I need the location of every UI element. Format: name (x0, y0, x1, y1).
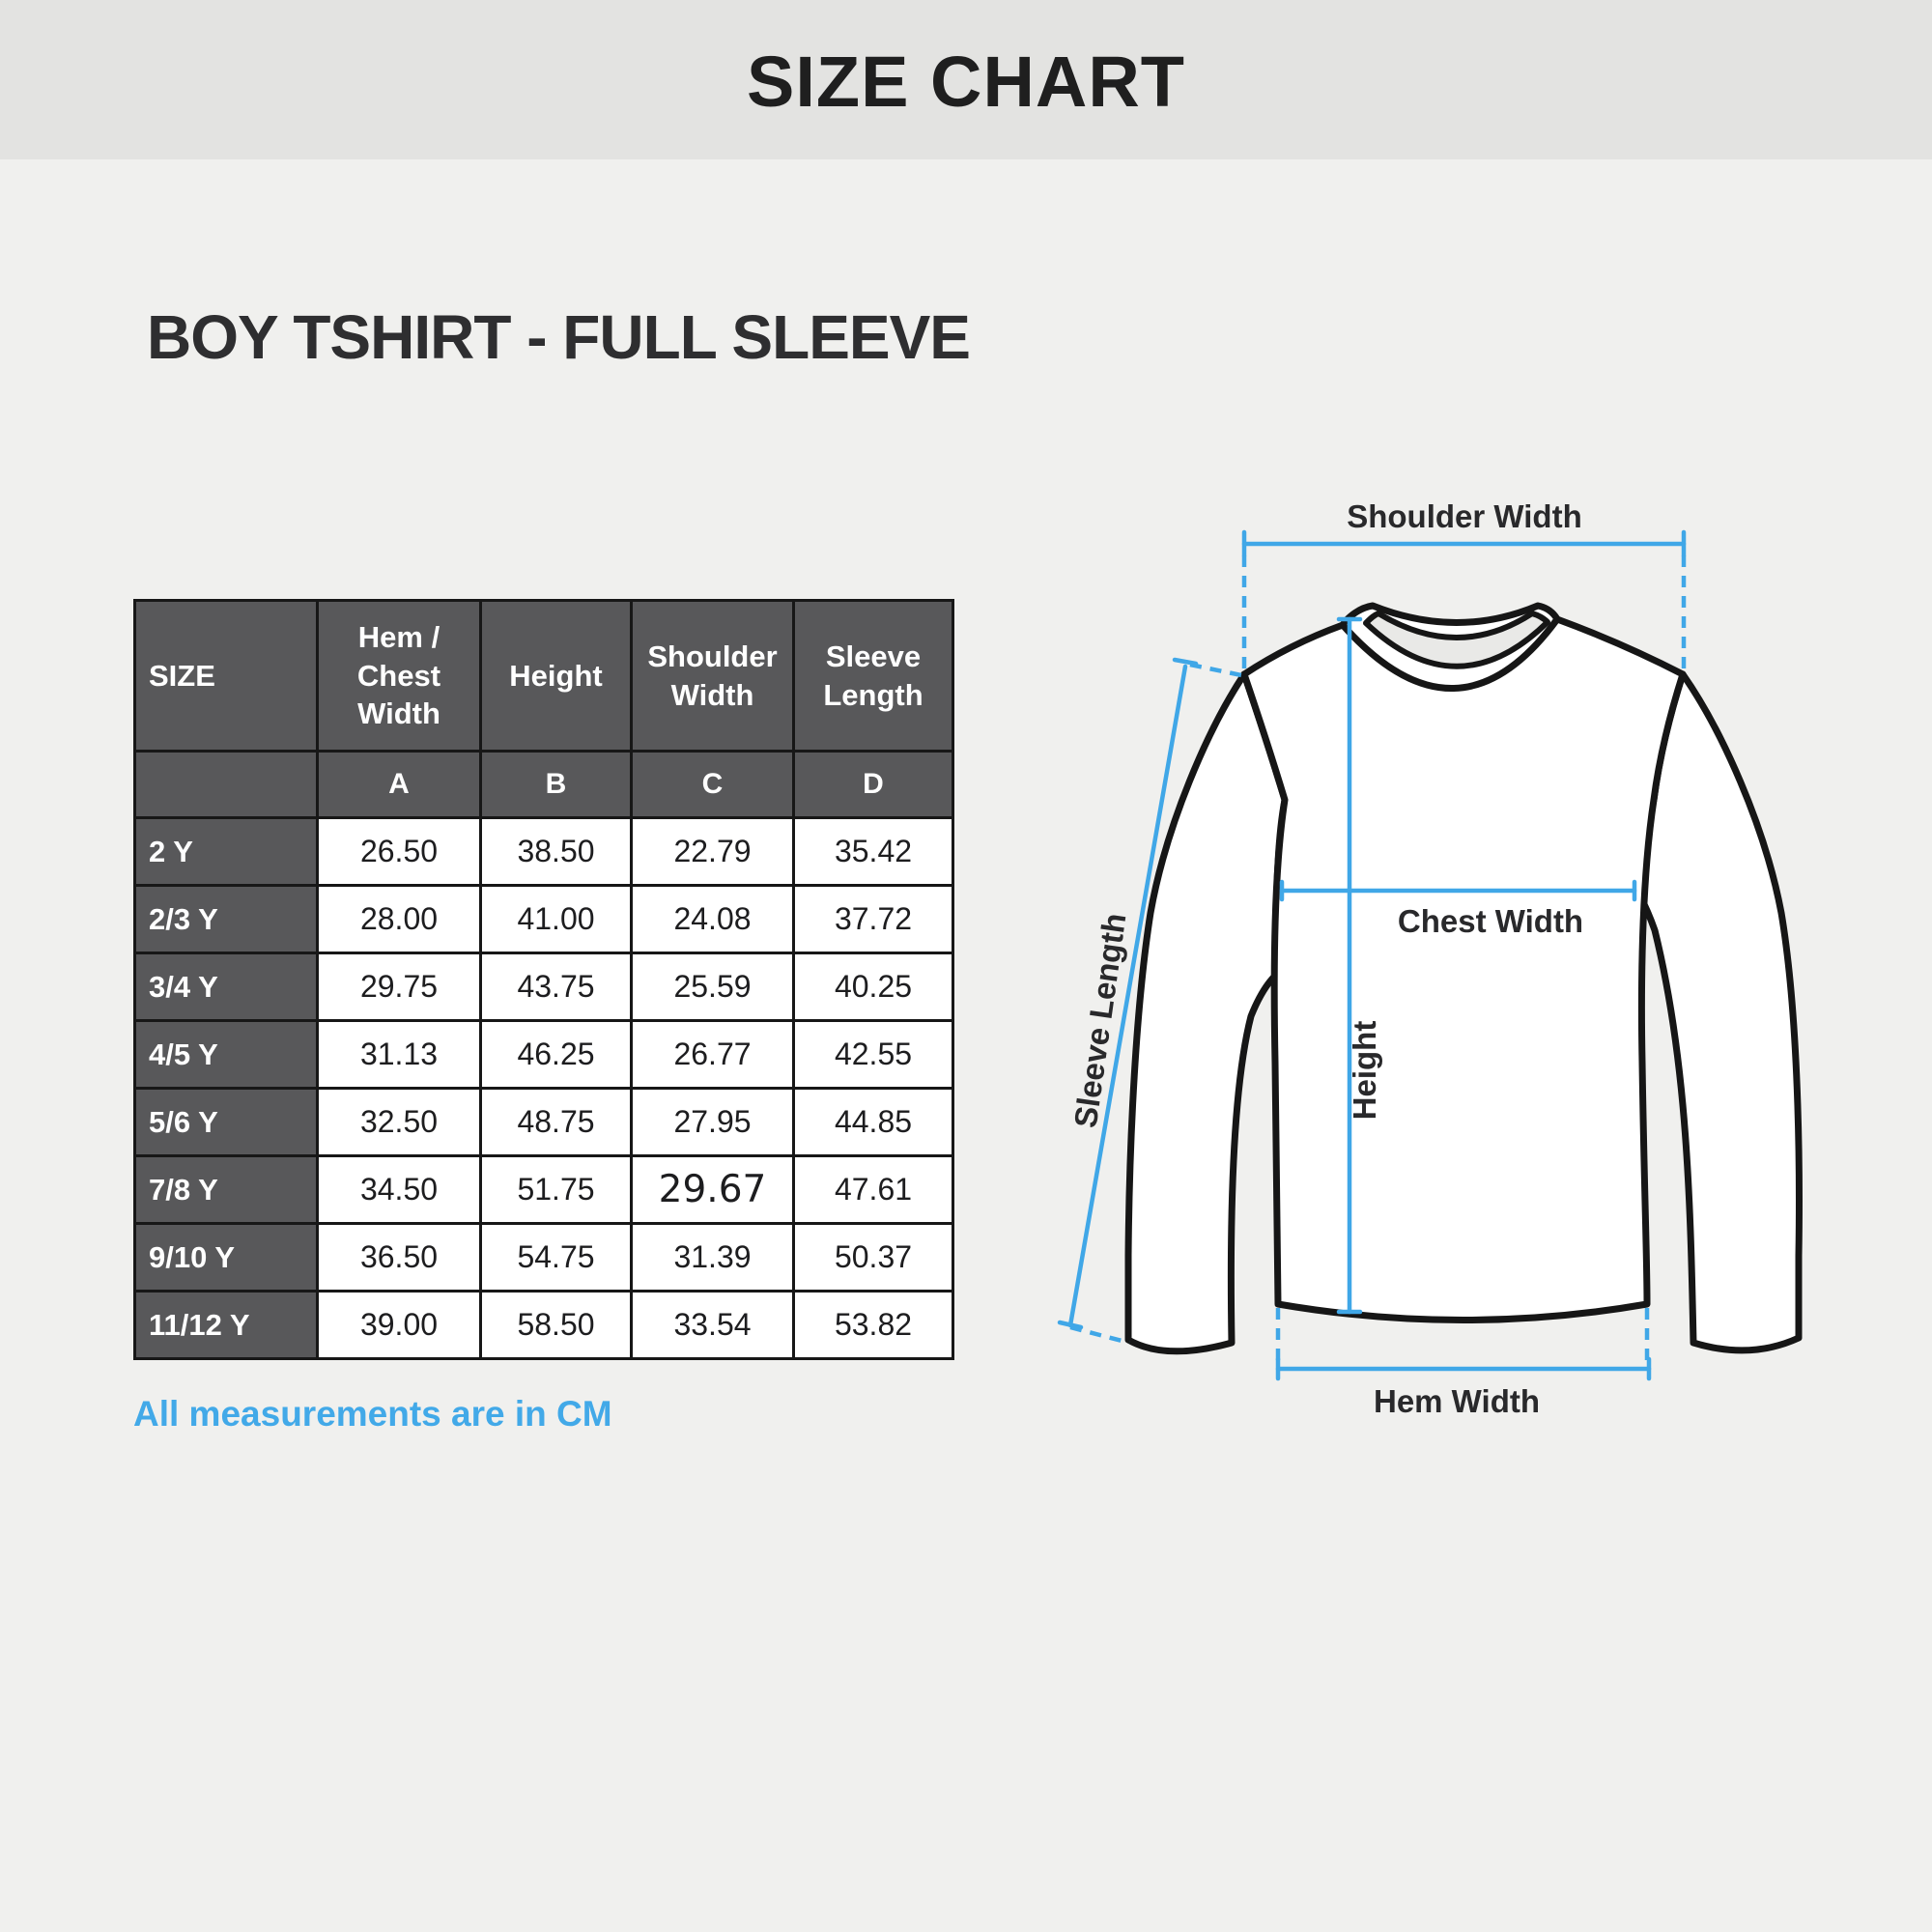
row-size-label: 4/5 Y (135, 1021, 318, 1089)
sleeve-length-extension-bottom (1070, 1327, 1129, 1343)
row-size-label: 2/3 Y (135, 886, 318, 953)
size-value-cell: 26.50 (318, 818, 481, 886)
row-size-label: 5/6 Y (135, 1089, 318, 1156)
size-value-cell: 31.13 (318, 1021, 481, 1089)
shoulder-width-label: Shoulder Width (1347, 498, 1582, 534)
page-title: SIZE CHART (747, 42, 1185, 122)
column-header-height: Height (481, 601, 632, 752)
size-value-cell: 35.42 (794, 818, 953, 886)
sleeve-length-label: Sleeve Length (1066, 911, 1133, 1130)
size-value-cell: 40.25 (794, 953, 953, 1021)
row-size-label: 11/12 Y (135, 1292, 318, 1359)
size-value-cell: 53.82 (794, 1292, 953, 1359)
row-size-label: 7/8 Y (135, 1156, 318, 1224)
sleeve-length-tick-bottom (1060, 1322, 1081, 1327)
sleeve-length-extension-top (1190, 665, 1246, 676)
product-title: BOY TSHIRT - FULL SLEEVE (147, 302, 970, 372)
size-value-cell: 48.75 (481, 1089, 632, 1156)
size-value-cell: 33.54 (632, 1292, 794, 1359)
size-value-cell: 36.50 (318, 1224, 481, 1292)
column-header-shoulder-width: Shoulder Width (632, 601, 794, 752)
row-size-label: 2 Y (135, 818, 318, 886)
column-header-hem-chest-width: Hem / Chest Width (318, 601, 481, 752)
tshirt-left-sleeve (1128, 674, 1285, 1351)
column-header-size: SIZE (135, 601, 318, 752)
size-value-cell: 50.37 (794, 1224, 953, 1292)
hem-width-label: Hem Width (1373, 1383, 1541, 1419)
size-value-cell: 34.50 (318, 1156, 481, 1224)
size-value-cell: 51.75 (481, 1156, 632, 1224)
letter-cell-a: A (318, 752, 481, 818)
size-value-cell: 32.50 (318, 1089, 481, 1156)
size-value-cell: 27.95 (632, 1089, 794, 1156)
row-size-label: 9/10 Y (135, 1224, 318, 1292)
size-value-cell: 29.75 (318, 953, 481, 1021)
tshirt-right-sleeve (1637, 674, 1799, 1350)
size-value-cell: 22.79 (632, 818, 794, 886)
size-value-cell: 26.77 (632, 1021, 794, 1089)
measurement-unit-note: All measurements are in CM (133, 1394, 612, 1434)
size-value-cell: 24.08 (632, 886, 794, 953)
size-value-cell: 54.75 (481, 1224, 632, 1292)
letter-cell-b: B (481, 752, 632, 818)
letter-cell-d: D (794, 752, 953, 818)
size-value-cell: 58.50 (481, 1292, 632, 1359)
size-value-cell: 41.00 (481, 886, 632, 953)
size-value-cell: 47.61 (794, 1156, 953, 1224)
letter-cell-c: C (632, 752, 794, 818)
column-header-sleeve-length: Sleeve Length (794, 601, 953, 752)
tshirt-body (1244, 619, 1683, 1321)
size-value-cell: 42.55 (794, 1021, 953, 1089)
height-label: Height (1347, 1020, 1382, 1121)
size-value-cell: 28.00 (318, 886, 481, 953)
size-value-cell: 46.25 (481, 1021, 632, 1089)
size-value-cell: 29.67 (632, 1156, 794, 1224)
size-value-cell: 38.50 (481, 818, 632, 886)
size-value-cell: 39.00 (318, 1292, 481, 1359)
size-value-cell: 31.39 (632, 1224, 794, 1292)
size-value-cell: 44.85 (794, 1089, 953, 1156)
chest-width-label: Chest Width (1397, 903, 1584, 939)
size-value-cell: 25.59 (632, 953, 794, 1021)
row-size-label: 3/4 Y (135, 953, 318, 1021)
size-value-cell: 43.75 (481, 953, 632, 1021)
size-value-cell: 37.72 (794, 886, 953, 953)
